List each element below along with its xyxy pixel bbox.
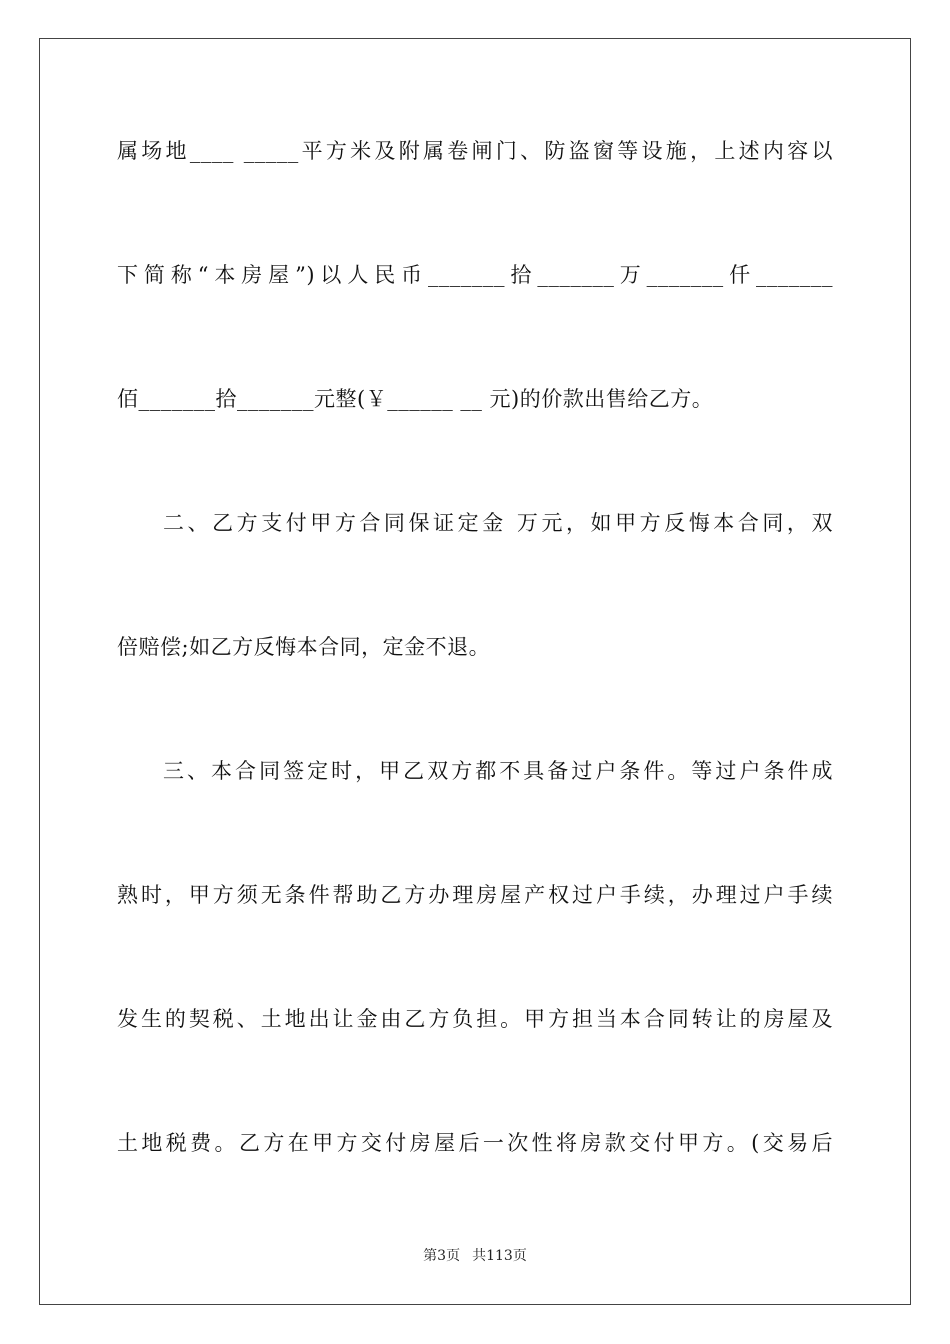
text-line-3: 佰_______拾_______元整(￥______ __ 元)的价款出售给乙方。 xyxy=(117,387,714,411)
text-line-5: 倍赔偿;如乙方反悔本合同，定金不退。 xyxy=(117,635,491,659)
page-number: 第3页 xyxy=(423,1248,461,1264)
text-line-1: 属场地____ _____平方米及附属卷闸门、防盗窗等设施，上述内容以 xyxy=(117,139,833,163)
text-line-8: 发生的契税、土地出让金由乙方负担。甲方担当本合同转让的房屋及 xyxy=(117,1007,833,1031)
text-line-9: 土地税费。乙方在甲方交付房屋后一次性将房款交付甲方。(交易后 xyxy=(117,1131,833,1155)
page-border xyxy=(39,38,911,1305)
text-line-4: 二、乙方支付甲方合同保证定金 万元，如甲方反悔本合同，双 xyxy=(163,511,833,535)
page-total: 共113页 xyxy=(472,1248,527,1264)
text-line-6: 三、本合同签定时，甲乙双方都不具备过户条件。等过户条件成 xyxy=(163,759,833,783)
text-line-2: 下简称“本房屋”)以人民币_______拾_______万_______仟_______ xyxy=(117,263,833,287)
text-line-7: 熟时，甲方须无条件帮助乙方办理房屋产权过户手续，办理过户手续 xyxy=(117,883,833,907)
page-footer xyxy=(0,1246,950,1266)
